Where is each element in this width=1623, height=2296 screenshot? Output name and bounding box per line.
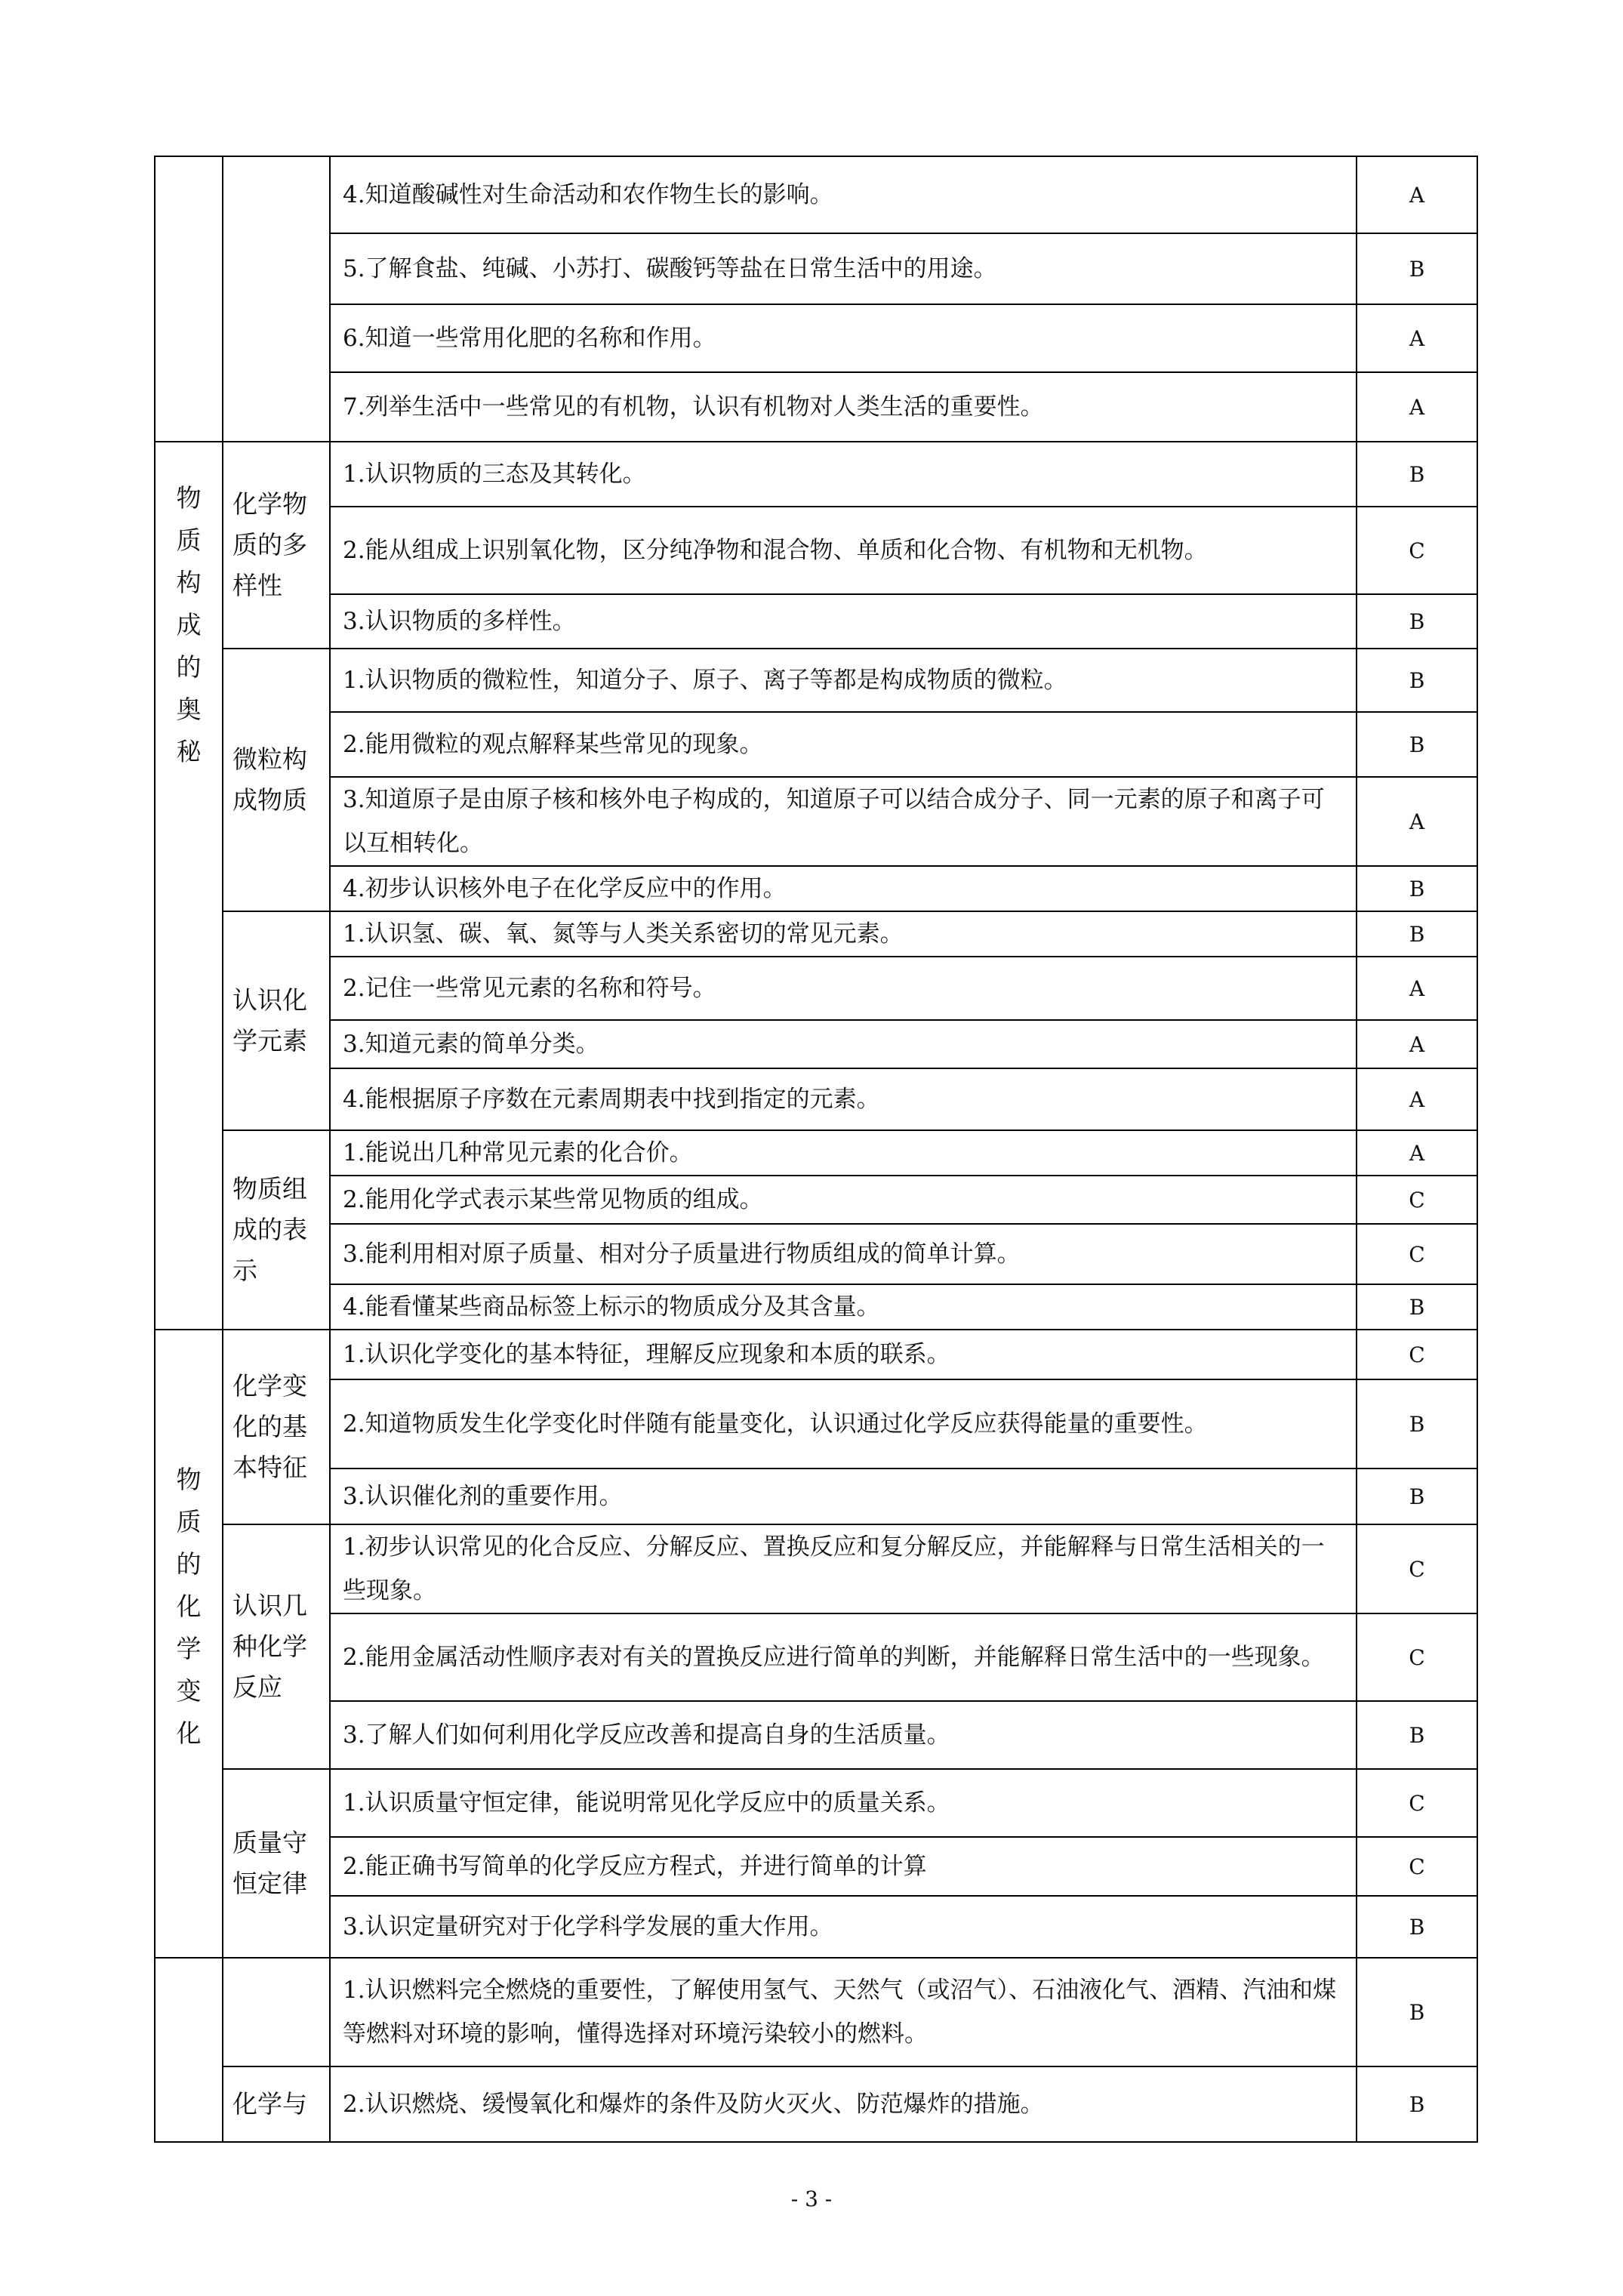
level-cell: A [1357,156,1477,233]
standard-text: 4.能根据原子序数在元素周期表中找到指定的元素。 [330,1068,1357,1130]
table-row [155,957,1477,1020]
table-row [155,1224,1477,1284]
topic-cell: 认识化学元素 [223,911,330,1130]
level-cell: C [1357,1769,1477,1837]
level-cell: A [1357,777,1477,866]
level-cell: B [1357,1284,1477,1330]
table-row [155,1613,1477,1701]
theme-cell [155,1330,223,1958]
level-cell: B [1357,1896,1477,1958]
table-row [155,1958,1477,2066]
standard-text: 2.知道物质发生化学变化时伴随有能量变化，认识通过化学反应获得能量的重要性。 [330,1379,1357,1469]
table-row [155,866,1477,911]
level-cell: B [1357,1469,1477,1524]
table-row [155,594,1477,649]
topic-cell: 认识几种化学反应 [223,1524,330,1769]
level-cell: B [1357,1701,1477,1769]
standard-text: 1.认识物质的三态及其转化。 [330,442,1357,507]
level-cell: B [1357,649,1477,712]
theme-char: 变 [176,1676,202,1706]
table-row [155,1701,1477,1769]
standard-text: 2.记住一些常见元素的名称和符号。 [330,957,1357,1020]
standard-text: 2.能用化学式表示某些常见物质的组成。 [330,1176,1357,1224]
table-row [155,1176,1477,1224]
table-row [155,233,1477,304]
standard-text: 3.能利用相对原子质量、相对分子质量进行物质组成的简单计算。 [330,1224,1357,1284]
level-cell: C [1357,507,1477,594]
level-cell: B [1357,594,1477,649]
theme-char: 秘 [176,737,202,766]
standard-text: 4.能看懂某些商品标签上标示的物质成分及其含量。 [330,1284,1357,1330]
table-row [155,1469,1477,1524]
standard-text: 1.认识燃料完全燃烧的重要性，了解使用氢气、天然气（或沼气）、石油液化气、酒精、汽油和煤等燃料对环境的影响，懂得选择对环境污染较小的燃料。 [330,1958,1357,2066]
topic-cell-blank [223,1958,330,2066]
table-row [155,649,1477,712]
level-cell: B [1357,442,1477,507]
standard-text: 3.认识物质的多样性。 [330,594,1357,649]
table-row [155,1896,1477,1958]
standard-text: 1.认识质量守恒定律，能说明常见化学反应中的质量关系。 [330,1769,1357,1837]
level-cell: A [1357,1068,1477,1130]
theme-char: 物 [176,1465,202,1494]
standard-text: 2.认识燃烧、缓慢氧化和爆炸的条件及防火灭火、防范爆炸的措施。 [330,2066,1357,2142]
table-row [155,1330,1477,1379]
table-row [155,1837,1477,1896]
table-row [155,304,1477,372]
theme-char: 质 [176,1507,202,1536]
standard-text: 5.了解食盐、纯碱、小苏打、碳酸钙等盐在日常生活中的用途。 [330,233,1357,304]
topic-cell: 物质组成的表示 [223,1130,330,1330]
table-row [155,156,1477,233]
level-cell: B [1357,2066,1477,2142]
table-row [155,1020,1477,1068]
page-number: - 3 - [790,2187,833,2211]
level-cell: A [1357,1020,1477,1068]
standard-text: 3.了解人们如何利用化学反应改善和提高自身的生活质量。 [330,1701,1357,1769]
curriculum-standards-table [154,156,1478,2143]
table-row [155,1284,1477,1330]
theme-cell-blank [155,1958,223,2142]
level-cell: A [1357,957,1477,1020]
theme-char: 物 [176,483,202,513]
topic-cell: 化学与 [223,2066,330,2142]
level-cell: A [1357,372,1477,442]
topic-cell: 化学变化的基本特征 [223,1330,330,1524]
standard-text: 3.知道元素的简单分类。 [330,1020,1357,1068]
standard-text: 2.能用金属活动性顺序表对有关的置换反应进行简单的判断，并能解释日常生活中的一些现象。 [330,1613,1357,1701]
table-row [155,507,1477,594]
standard-text: 1.认识化学变化的基本特征，理解反应现象和本质的联系。 [330,1330,1357,1379]
level-cell: B [1357,1379,1477,1469]
topic-cell-blank [223,156,330,442]
theme-char: 成 [176,610,202,639]
table-row [155,1379,1477,1469]
table-row [155,442,1477,507]
standard-text: 7.列举生活中一些常见的有机物，认识有机物对人类生活的重要性。 [330,372,1357,442]
standard-text: 1.初步认识常见的化合反应、分解反应、置换反应和复分解反应，并能解释与日常生活相关的一些现象。 [330,1524,1357,1613]
table-row [155,712,1477,777]
theme-char: 构 [176,568,202,597]
level-cell: A [1357,1130,1477,1176]
table-row [155,1068,1477,1130]
table-row [155,777,1477,866]
standard-text: 3.认识定量研究对于化学科学发展的重大作用。 [330,1896,1357,1958]
level-cell: C [1357,1837,1477,1896]
theme-char: 奥 [176,695,202,724]
level-cell: C [1357,1524,1477,1613]
topic-cell: 质量守恒定律 [223,1769,330,1958]
level-cell: C [1357,1224,1477,1284]
table-row [155,1524,1477,1613]
standard-text: 2.能从组成上识别氧化物，区分纯净物和混合物、单质和化合物、有机物和无机物。 [330,507,1357,594]
table-row [155,1769,1477,1837]
standard-text: 1.能说出几种常见元素的化合价。 [330,1130,1357,1176]
level-cell: C [1357,1176,1477,1224]
topic-cell: 微粒构成物质 [223,649,330,911]
theme-char: 质 [176,525,202,555]
level-cell: B [1357,1958,1477,2066]
table-row [155,2066,1477,2142]
standard-text: 2.能正确书写简单的化学反应方程式，并进行简单的计算 [330,1837,1357,1896]
theme-char: 化 [176,1592,202,1621]
standard-text: 6.知道一些常用化肥的名称和作用。 [330,304,1357,372]
theme-cell [155,442,223,1330]
table-row [155,372,1477,442]
level-cell: B [1357,233,1477,304]
standard-text: 2.能用微粒的观点解释某些常见的现象。 [330,712,1357,777]
standard-text: 3.认识催化剂的重要作用。 [330,1469,1357,1524]
level-cell: B [1357,911,1477,957]
table-row [155,911,1477,957]
level-cell: A [1357,304,1477,372]
level-cell: B [1357,866,1477,911]
theme-char: 的 [176,652,202,682]
standard-text: 4.初步认识核外电子在化学反应中的作用。 [330,866,1357,911]
table-row [155,1130,1477,1176]
topic-cell: 化学物质的多样性 [223,442,330,649]
standard-text: 1.认识氢、碳、氧、氮等与人类关系密切的常见元素。 [330,911,1357,957]
standard-text: 1.认识物质的微粒性，知道分子、原子、离子等都是构成物质的微粒。 [330,649,1357,712]
theme-char: 的 [176,1549,202,1579]
level-cell: C [1357,1330,1477,1379]
level-cell: B [1357,712,1477,777]
standard-text: 3.知道原子是由原子核和核外电子构成的，知道原子可以结合成分子、同一元素的原子和离子可以互相转化。 [330,777,1357,866]
standard-text: 4.知道酸碱性对生命活动和农作物生长的影响。 [330,156,1357,233]
theme-cell-blank [155,156,223,442]
level-cell: C [1357,1613,1477,1701]
theme-char: 学 [176,1634,202,1663]
theme-char: 化 [176,1718,202,1748]
